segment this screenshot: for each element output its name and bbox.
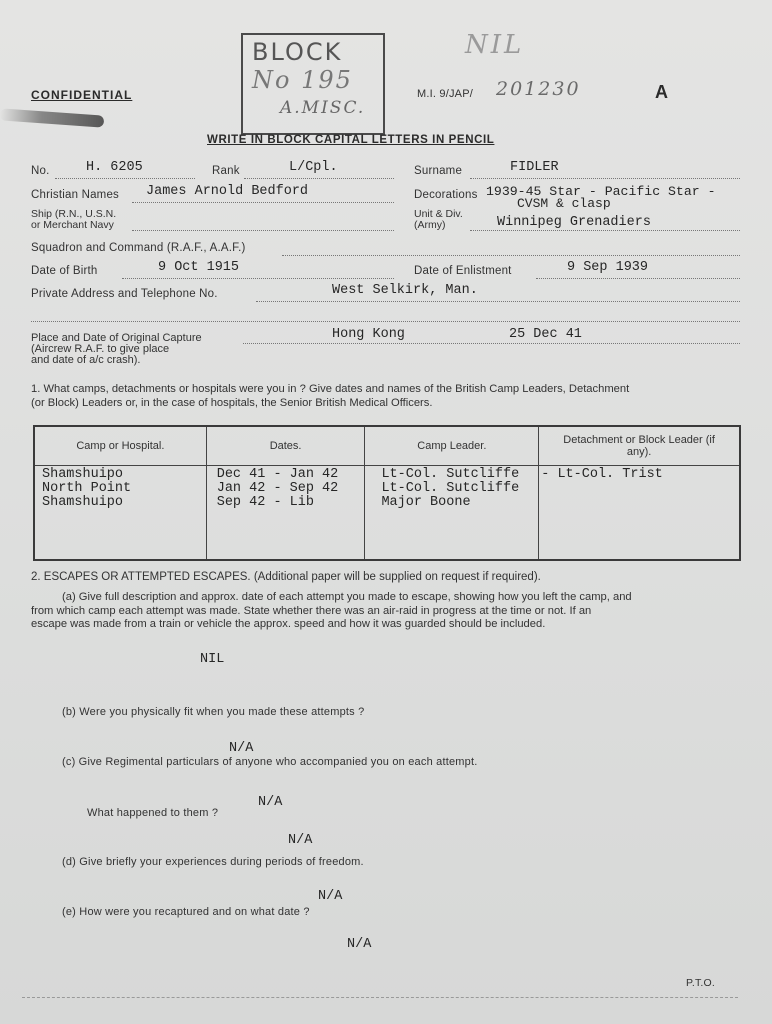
no-label: No. (31, 165, 50, 177)
section2-a-line-1: (a) Give full description and approx. date of each attempt you made to escape, showing how you left the camp, and (62, 591, 632, 603)
form-letter: A (655, 82, 668, 102)
stamp-line-2: No 195 (252, 66, 353, 94)
camps-col-leader (365, 466, 539, 561)
section1-line-1: 1. What camps, detachments or hospitals were you in ? Give dates and names of the British Camp Leaders, Detachment (31, 383, 630, 395)
decorations-value-1: 1939-45 Star - Pacific Star - (486, 184, 716, 199)
ship-label (31, 209, 116, 231)
address-value: West Selkirk, Man. (332, 283, 478, 298)
camps-header-leader: Camp Leader. (365, 426, 539, 466)
rank-line (244, 178, 394, 179)
table-cell: Lt-Col. Sutcliffe (381, 467, 520, 482)
enlistment-line (536, 278, 740, 279)
section2-c2-question: What happened to them ? (87, 807, 219, 819)
address-line-2 (31, 321, 740, 322)
section2-c-question: (c) Give Regimental particulars of anyone who accompanied you on each attempt. (62, 756, 478, 768)
squadron-label: Squadron and Command (R.A.F., A.A.F.) (31, 242, 246, 254)
stamp-line-3: A.MISC. (280, 98, 366, 118)
block-stamp-text (252, 38, 365, 122)
capture-place: Hong Kong (332, 327, 405, 342)
christian-names-label: Christian Names (31, 189, 119, 201)
footer-line (22, 997, 738, 998)
mi-ref-number: 201230 (496, 78, 581, 100)
dob-label: Date of Birth (31, 265, 98, 277)
capture-date: 25 Dec 41 (509, 327, 582, 342)
squadron-line (282, 255, 740, 256)
camps-col-camp (34, 466, 206, 561)
table-cell: Shamshuipo (42, 495, 124, 510)
no-line (55, 178, 195, 179)
section2-a-answer: NIL (200, 652, 225, 667)
christian-names-value: James Arnold Bedford (146, 184, 309, 199)
mi-ref-label: M.I. 9/JAP/ (417, 88, 473, 100)
section2-a-question (31, 591, 632, 632)
capture-line (243, 343, 740, 344)
section2-c-answer: N/A (258, 795, 283, 810)
capture-label-line-3: and date of a/c crash). (31, 354, 141, 366)
camps-header-dates: Dates. (206, 426, 365, 466)
address-line (256, 301, 740, 302)
surname-line (470, 178, 740, 179)
stamp-line-1: BLOCK (252, 38, 343, 66)
section1-question (31, 383, 743, 410)
decorations-value-2: CVSM & clasp (517, 196, 611, 211)
table-cell: Dec 41 - Jan 42 (216, 467, 339, 482)
classification-label: CONFIDENTIAL (31, 88, 133, 102)
section2-b-answer: N/A (229, 741, 254, 756)
section2-c2-answer: N/A (288, 833, 313, 848)
camps-table (33, 425, 741, 561)
ship-line (132, 230, 394, 231)
enlistment-label: Date of Enlistment (414, 265, 512, 277)
table-cell: Sep 42 - Lib (216, 495, 314, 510)
rank-value: L/Cpl. (289, 160, 338, 175)
table-cell: North Point (42, 481, 132, 496)
dob-value: 9 Oct 1915 (158, 260, 240, 275)
unit-line (470, 230, 740, 231)
camps-col-dates (206, 466, 365, 561)
table-cell: Shamshuipo (42, 467, 124, 482)
section2-d-question: (d) Give briefly your experiences during periods of freedom. (62, 856, 364, 868)
address-label: Private Address and Telephone No. (31, 288, 218, 300)
unit-label-line-1: Unit & Div. (414, 208, 463, 220)
section2-title: 2. ESCAPES OR ATTEMPTED ESCAPES. (Additional paper will be supplied on request if required). (31, 571, 541, 583)
dob-line (122, 278, 394, 279)
pto-label: P.T.O. (686, 977, 716, 989)
decorations-label: Decorations (414, 189, 478, 201)
christian-names-line (132, 202, 394, 203)
unit-label (414, 209, 463, 231)
enlistment-value: 9 Sep 1939 (567, 260, 649, 275)
section2-e-answer: N/A (347, 937, 372, 952)
table-cell: Jan 42 - Sep 42 (216, 481, 339, 496)
surname-value: FIDLER (510, 160, 559, 175)
section2-a-line-3: escape was made from a train or vehicle the approx. speed and how it was guarded should be included. (31, 618, 546, 630)
unit-value: Winnipeg Grenadiers (497, 215, 651, 230)
unit-label-line-2: (Army) (414, 219, 446, 231)
camps-header-camp: Camp or Hospital. (34, 426, 206, 466)
ship-label-line-1: Ship (R.N., U.S.N. (31, 208, 117, 220)
surname-label: Surname (414, 165, 463, 177)
camps-header-detachment: Detachment or Block Leader (if any). (539, 426, 740, 466)
no-value: H. 6205 (86, 160, 143, 175)
rank-label: Rank (212, 165, 240, 177)
capture-label (31, 333, 202, 366)
instruction-heading: WRITE IN BLOCK CAPITAL LETTERS IN PENCIL (207, 134, 495, 146)
ship-label-line-2: or Merchant Navy (31, 219, 114, 231)
capture-label-line-2: (Aircrew R.A.F. to give place (31, 343, 170, 355)
handwritten-nil: NIL (465, 30, 525, 60)
section2-e-question: (e) How were you recaptured and on what date ? (62, 906, 310, 918)
section2-a-line-2: from which camp each attempt was made. State whether there was an air-raid in progress at the time or not. If an (31, 604, 592, 617)
table-cell: Major Boone (381, 495, 471, 510)
section1-line-2: (or Block) Leaders or, in the case of hospitals, the Senior British Medical Officers. (31, 396, 433, 409)
table-cell: Lt-Col. Sutcliffe (381, 481, 520, 496)
section2-b-question: (b) Were you physically fit when you made these attempts ? (62, 706, 365, 718)
ink-smudge (0, 108, 104, 127)
section2-d-answer: N/A (318, 889, 343, 904)
table-cell: - Lt-Col. Trist (541, 467, 663, 482)
camps-col-detachment (539, 466, 740, 561)
capture-label-line-1: Place and Date of Original Capture (31, 332, 202, 344)
